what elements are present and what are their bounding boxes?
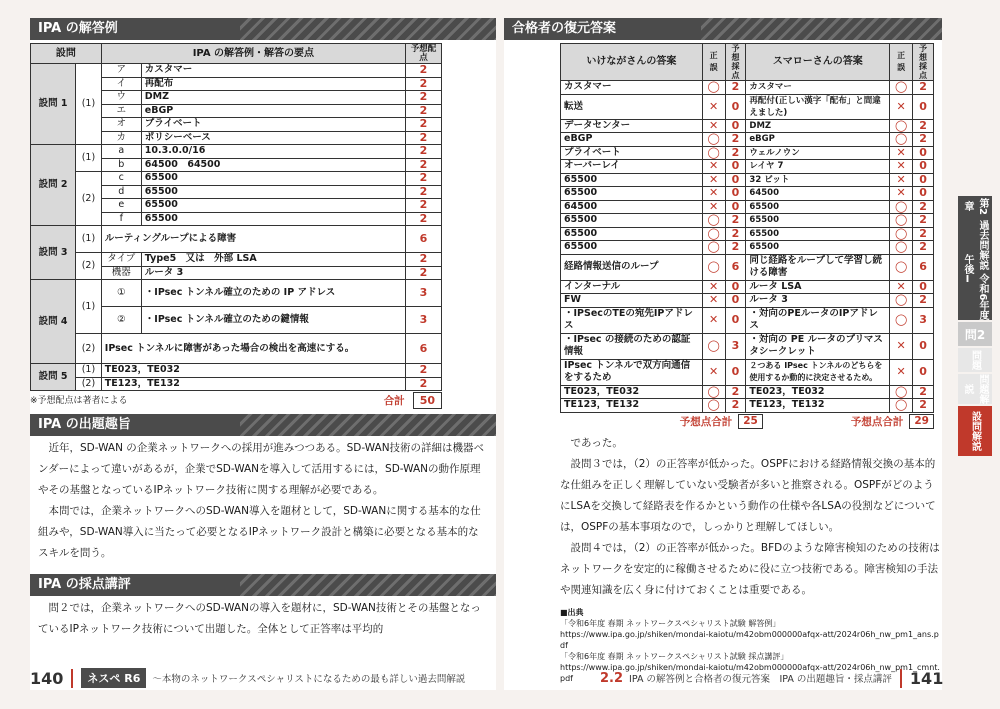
table-row: ウ DMZ 2 xyxy=(31,91,442,105)
chapter-tab[interactable]: 第2章 過去問解説 令和6年度 午後Ⅰ xyxy=(958,196,992,320)
section-header: IPA の解答例 xyxy=(30,18,496,40)
table-row: インターナル ✕ 0 ルータ LSA ✕ 0 xyxy=(561,280,934,294)
table-row: e 65500 2 xyxy=(31,199,442,213)
table-row: 65500 ◯ 2 65500 ◯ 2 xyxy=(561,214,934,228)
table-row: d 65500 2 xyxy=(31,185,442,199)
table-row: 設問 1 (1) ア カスタマー 2 xyxy=(31,64,442,78)
section-header: IPA の採点講評 xyxy=(30,574,496,596)
table-row: ・IPsec の接続のための認証情報 ◯ 3 ・対向の PE ルータのプリマスタシークレット ✕ 0 xyxy=(561,333,934,359)
section-header: 合格者の復元答案 xyxy=(504,18,942,40)
table-row: オーバーレイ ✕ 0 レイヤ 7 ✕ 0 xyxy=(561,160,934,174)
table-row: ・IPSecのTEの宛先IPアドレス ✕ 0 ・対向のPEルータのIPアドレス ◯ 3 xyxy=(561,307,934,333)
table-row: カ ポリシーベース 2 xyxy=(31,131,442,145)
table-row: TE123，TE132 ◯ 2 TE123，TE132 ◯ 2 xyxy=(561,399,934,413)
table-row: b 64500 64500 2 xyxy=(31,158,442,172)
table-row: 経路情報送信のループ ◯ 6 同じ経路をループして学習し続ける障害 ◯ 6 xyxy=(561,254,934,280)
table-row: 64500 ✕ 0 65500 ◯ 2 xyxy=(561,200,934,214)
table-row: 65500 ✕ 0 32 ビット ✕ 0 xyxy=(561,173,934,187)
sources: ■出典 「令和6年度 春期 ネットワークスペシャリスト試験 解答例」 https://www.ipa.go.jp/shiken/mondai-kaiotu/m42obm000000afqx-att/2024r06h_nw_pm1_ans.pdf 「令和6年度 春期 ネットワークスペシャリスト試験 採点講評」 https://www.ipa.go.jp/shiken/mondai-kaiotu/m42obm000000afqx-att/2024r06h_nw_pm1_cmnt.pdf xyxy=(560,607,940,683)
right-page: 合格者の復元答案 いけながさんの答案 正誤 予想採点 スマローさんの答案 正誤 予想採点 カスタマー ◯ 2 カスタマー ◯ 2 転送 ✕ 0 再配付(正しい漢字「配布」と間違えました) ✕ 0 データセンター ✕ 0 DMZ ◯ 2 eBGP ◯ 2 eBGP ◯ 2 プライベート ◯ 2 ウェルノウン ✕ 0 オーバーレイ ✕ 0 レイヤ 7 ✕ 0 65500 ✕ 0 32 ビット ✕ 0 65500 ✕ 0 64500 ✕ 0 64500 ✕ 0 65500 ◯ 2 65500 ◯ 2 65500 ◯ 2 65500 ◯ 2 65500 ◯ 2 65500 ◯ 2 65500 ◯ 2 経路情報送信のループ ◯ 6 同じ経路をループして学習し続ける障害 ◯ 6 インターナル ✕ 0 ルータ LSA ✕ 0 FW ✕ 0 ルータ 3 ◯ 2 ・IPSecのTEの宛先IPアドレス ✕ 0 ・対向のPEルータのIPアドレス ◯ 3 ・IPsec の接続のための認証情報 ◯ 3 ・対向の PE ルータのプリマスタシークレット ✕ 0 IPsec トンネルで双方向通信をするため ✕ 0 ２つある IPsec トンネルのどちらを使用するか動的に決定させるため。 ✕ 0 TE023，TE032 ◯ 2 TE023，TE032 ◯ 2 TE123，TE132 ◯ 2 TE123，TE132 ◯ 2 予想点合計 25 予想点合計 29 であった。 設問３では，（2）の正答率が低かった。OSPFにおける経路情報交換の基本的な仕組みを正しく理解していない受験者が多いと推察される。OSPFがどのようにLSAを交換して経路表を作るかという動作の仕様や各LSAの役割などについては，OSPFの基本事項なので，しっかりと理解してほしい。 設問４では，（2）の正答率が低かった。BFDのような障害検知のための技術はネットワークを安定的に稼働させるために役に立つ技術である。障害検知の手法や関連知識を広く身に付けておくことは重要である。 ■出典 「令和6年度 春期 ネットワークスペシャリスト試験 解答例」 https://www.ipa.go.jp/shiken/mondai-kaiotu/m42obm000000afqx-att/2024r06h_nw_pm1_ans.pdf 「令和6年度 春期 ネットワークスペシャリスト試験 採点講評」 https://www.ipa.go.jp/shiken/mondai-kaiotu/m42obm000000afqx-att/2024r06h_nw_pm1_cmnt.pdf xyxy=(504,18,942,690)
table-row: 65500 ◯ 2 65500 ◯ 2 xyxy=(561,241,934,255)
table-row: f 65500 2 xyxy=(31,212,442,226)
tab-q2[interactable]: 問2 xyxy=(958,322,992,346)
passer-answer-table: いけながさんの答案 正誤 予想採点 スマローさんの答案 正誤 予想採点 カスタマー ◯ 2 カスタマー ◯ 2 転送 ✕ 0 再配付(正しい漢字「配布」と間違えました) ✕ 0 データセンター ✕ 0 DMZ ◯ 2 eBGP ◯ 2 eBGP ◯ 2 プライベート ◯ 2 ウェルノウン ✕ 0 オーバーレイ ✕ 0 レイヤ 7 ✕ 0 65500 ✕ 0 32 ビット ✕ 0 65500 ✕ 0 64500 ✕ 0 64500 ✕ 0 65500 ◯ 2 65500 ◯ 2 65500 ◯ 2 65500 ◯ 2 65500 ◯ 2 65500 ◯ 2 65500 ◯ 2 経路情報送信のループ ◯ 6 同じ経路をループして学習し続ける障害 ◯ 6 インターナル ✕ 0 ルータ LSA ✕ 0 FW ✕ 0 ルータ 3 ◯ 2 ・IPSecのTEの宛先IPアドレス ✕ 0 ・対向のPEルータのIPアドレス ◯ 3 ・IPsec の接続のための認証情報 ◯ 3 ・対向の PE ルータのプリマスタシークレット ✕ 0 IPsec トンネルで双方向通信をするため ✕ 0 ２つある IPsec トンネルのどちらを使用するか動的に決定させるため。 ✕ 0 TE023，TE032 ◯ 2 TE023，TE032 ◯ 2 TE123，TE132 ◯ 2 TE123，TE132 ◯ 2 xyxy=(560,43,934,413)
table-row: (2) c 65500 2 xyxy=(31,172,442,186)
ipa-answer-table: 設問 IPA の解答例・解答の要点 予想配点 設問 1 (1) ア カスタマー 2 イ 再配布 2 ウ DMZ 2 エ eBGP 2 オ プライベート 2 カ ポリシーベース 2 設問 2 (1) a 10.3.0.0/16 2 b 64500 64500 2 (2) c 65500 2 d 65500 2 e 65500 2 f 65500 2 設問 3 (1) ルーティングループによる障害 6 (2) タイプ Type5 又は 外部 LSA 2 機器 ルータ 3 2 設問 4 (1) ① ・IPsec トンネル確立のための IP アドレス 3 ② ・IPsec トンネル確立のための鍵情報 3 (2) IPsec トンネルに障害があった場合の検出を高速にする。 6 設問 5 (1) TE023，TE032 2 (2) TE123，TE132 2 xyxy=(30,43,442,391)
table-row: イ 再配布 2 xyxy=(31,77,442,91)
table-row: 転送 ✕ 0 再配付(正しい漢字「配布」と間違えました) ✕ 0 xyxy=(561,94,934,119)
right-footer: 2.2 IPA の解答例と合格者の復元答案 IPA の出題趣旨・採点講評 141 xyxy=(600,668,944,688)
tab-problem-explanation[interactable]: 問題解説 xyxy=(958,374,992,404)
table-row: FW ✕ 0 ルータ 3 ◯ 2 xyxy=(561,294,934,308)
table-row: eBGP ◯ 2 eBGP ◯ 2 xyxy=(561,133,934,147)
left-page: IPA の解答例 設問 IPA の解答例・解答の要点 予想配点 設問 1 (1) ア カスタマー 2 イ 再配布 2 ウ DMZ 2 エ eBGP 2 オ プライベート 2 カ ポリシーベース 2 設問 2 (1) a 10.3.0.0/16 2 b 64500 64500 2 (2) c 65500 2 d 65500 2 e 65500 2 f 65500 2 設問 3 (1) ルーティングループによる障害 6 (2) タイプ Type5 又は 外部 LSA 2 機器 ルータ 3 2 設問 4 (1) ① ・IPsec トンネル確立のための IP アドレス 3 ② ・IPsec トンネル確立のための鍵情報 3 (2) IPsec トンネルに障害があった場合の検出を高速にする。 6 設問 5 (1) TE023，TE032 2 (2) TE123，TE132 2 ※予想配点は著者による 合計 50 IPA の出題趣旨 近年，SD-WAN の企業ネットワークへの採用が進みつつある。SD-WAN技術の詳細は機器ベンダーによって違いがあるが，企業でSD-WANを導入して活用するには，SD-WANの動作原理やその基盤となっているIPネットワーク技術に関する理解が必要である。 本問では，企業ネットワークへのSD-WAN導入を題材として，SD-WANに関する基本的な仕組みや，SD-WAN導入に当たって必要となるIPネットワーク設計と構築に必要となる基本的なスキルを問う。 IPA の採点講評 問２では，企業ネットワークへのSD-WANの導入を題材に，SD-WAN技術とその基盤となっているIPネットワーク技術について出題した。全体として正答率は平均的 xyxy=(30,18,496,690)
paragraph: 設問４では，（2）の正答率が低かった。BFDのような障害検知のための技術はネットワークを安定的に稼働させるために役に立つ技術である。障害検知の手法や関連知識を広く身に付けておくことは重要である。 xyxy=(560,541,940,596)
section-header: IPA の出題趣旨 xyxy=(30,414,496,436)
tab-problem[interactable]: 問題 xyxy=(958,348,992,372)
table-row: 65500 ◯ 2 65500 ◯ 2 xyxy=(561,227,934,241)
table-row: エ eBGP 2 xyxy=(31,104,442,118)
table-row: IPsec トンネルで双方向通信をするため ✕ 0 ２つある IPsec トンネルのどちらを使用するか動的に決定させるため。 ✕ 0 xyxy=(561,359,934,385)
table-row: カスタマー ◯ 2 カスタマー ◯ 2 xyxy=(561,81,934,95)
table-row: プライベート ◯ 2 ウェルノウン ✕ 0 xyxy=(561,146,934,160)
table-row: 65500 ✕ 0 64500 ✕ 0 xyxy=(561,187,934,201)
paragraph: 問２では，企業ネットワークへのSD-WANの導入を題材に，SD-WAN技術とその基盤となっているIPネットワーク技術について出題した。全体として正答率は平均的 xyxy=(38,602,481,635)
table-row: データセンター ✕ 0 DMZ ◯ 2 xyxy=(561,119,934,133)
tab-question-explanation[interactable]: 設問解説 xyxy=(958,406,992,456)
paragraph: 本問では，企業ネットワークへのSD-WAN導入を題材として，SD-WANに関する基本的な仕組みや，SD-WAN導入に当たって必要となるIPネットワーク設計と構築に必要となる基本的なスキルを問う。 xyxy=(38,505,481,559)
table-row: オ プライベート 2 xyxy=(31,118,442,132)
paragraph: であった。 xyxy=(570,436,623,449)
total-score: 50 xyxy=(413,392,442,409)
paragraph: 設問３では，（2）の正答率が低かった。OSPFにおける経路情報交換の基本的な仕組みを正しく理解していない受験者が多いと推察される。OSPFがどのようにLSAを交換して経路表を作るかという動作の仕様や各LSAの役割などについては，OSPFの基本事項なので，しっかりと理解してほしい。 xyxy=(560,457,936,533)
left-footer: 140 ネスペ R6 〜本物のネットワークスペシャリストになるための最も詳しい過去問解説 xyxy=(30,668,466,688)
table-row: 設問 2 (1) a 10.3.0.0/16 2 xyxy=(31,145,442,159)
paragraph: 近年，SD-WAN の企業ネットワークへの採用が進みつつある。SD-WAN技術の詳細は機器ベンダーによって違いがあるが，企業でSD-WANを導入して活用するには，SD-WANの動作原理やその基盤となっているIPネットワーク技術に関する理解が必要である。 xyxy=(38,442,485,496)
table-row: TE023，TE032 ◯ 2 TE023，TE032 ◯ 2 xyxy=(561,385,934,399)
score-note: ※予想配点は著者による xyxy=(30,396,128,406)
